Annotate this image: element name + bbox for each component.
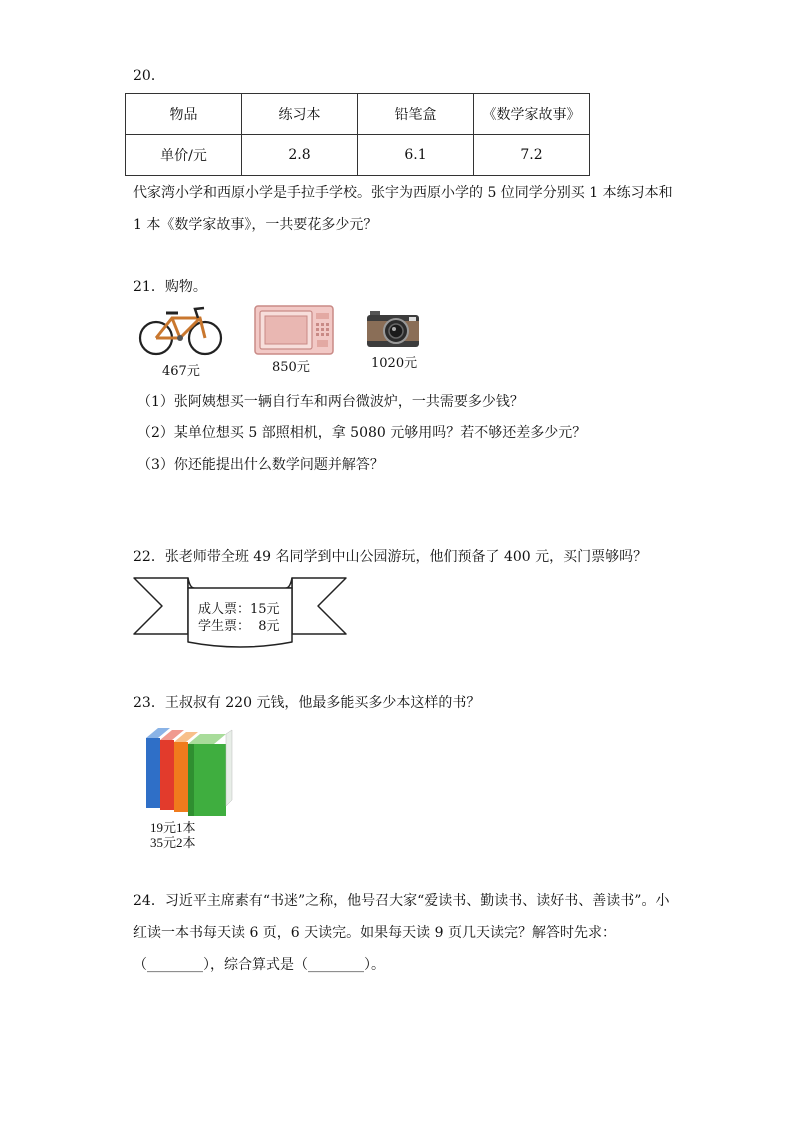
- table-cell: 练习本: [242, 94, 358, 135]
- q20-number: 20．: [133, 68, 165, 84]
- bicycle-price: 467元: [162, 364, 200, 379]
- q24-line2: 红读一本书每天读 6 页，6 天读完。如果每天读 9 页几天读完？解答时先求：: [133, 925, 616, 941]
- book-price-two: 35元2本: [150, 835, 196, 850]
- table-header-row: [126, 94, 590, 135]
- camera-icon: [366, 310, 420, 348]
- table-cell: 物品: [126, 94, 242, 135]
- q23-text: 23．王叔叔有 220 元钱，他最多能买多少本这样的书？: [133, 695, 481, 711]
- q21-sub1: （1）张阿姨想买一辆自行车和两台微波炉，一共需要多少钱？: [137, 394, 524, 410]
- price-table: [125, 93, 590, 176]
- ticket-student-price: 学生票： 8元: [198, 619, 280, 634]
- q21-sub3: （3）你还能提出什么数学问题并解答？: [137, 457, 384, 473]
- q20-text-line1: 代家湾小学和西原小学是手拉手学校。张宇为西原小学的 5 位同学分别买 1 本练习本和: [133, 185, 673, 201]
- book-price-one: 19元1本: [150, 820, 196, 835]
- q21-title: 21．购物。: [133, 279, 207, 295]
- q20-text-line2: 1 本《数学家故事》，一共要花多少元？: [133, 217, 378, 233]
- q21-sub2: （2）某单位想买 5 部照相机，拿 5080 元够用吗？若不够还差多少元？: [137, 425, 587, 441]
- ticket-adult-price: 成人票：15元: [198, 602, 280, 617]
- microwave-price: 850元: [272, 360, 310, 375]
- table-cell: 2.8: [242, 135, 358, 176]
- q24-line1: 24．习近平主席素有“书迷”之称，他号召大家“爱读书、勤读书、读好书、善读书”。小: [133, 893, 670, 909]
- table-cell: 6.1: [358, 135, 474, 176]
- bicycle-icon: [138, 304, 224, 358]
- table-cell: 铅笔盒: [358, 94, 474, 135]
- table-row: [126, 135, 590, 176]
- microwave-icon: [254, 305, 334, 355]
- table-cell: 单价/元: [126, 135, 242, 176]
- q24-line3: （________），综合算式是（________）。: [133, 957, 385, 973]
- table-cell: 《数学家故事》: [474, 94, 590, 135]
- books-icon: [140, 724, 236, 822]
- q22-text: 22．张老师带全班 49 名同学到中山公园游玩，他们预备了 400 元，买门票够吗？: [133, 549, 648, 565]
- table-cell: 7.2: [474, 135, 590, 176]
- camera-price: 1020元: [371, 356, 418, 371]
